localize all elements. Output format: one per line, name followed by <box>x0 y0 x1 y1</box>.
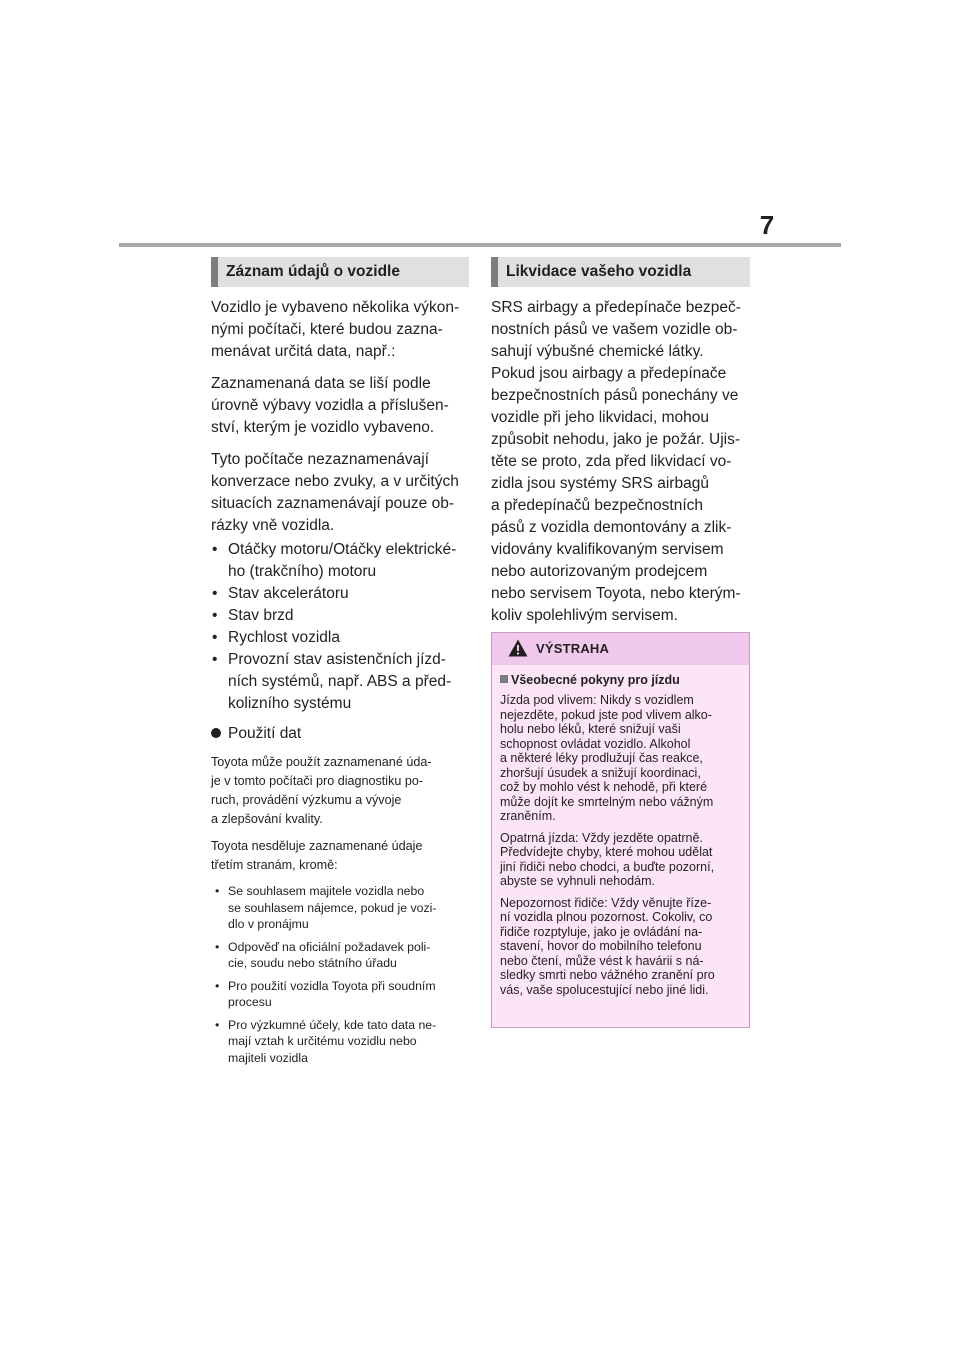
line: rázky vně vozidla. <box>211 517 335 534</box>
page-number: 7 <box>759 210 775 240</box>
line: úrovně výbavy vozidla a příslušen- <box>211 397 449 414</box>
list-item: • Stav brzd <box>212 607 294 624</box>
list-item: • Odpověď na oficiální požadavek poli- cie, soudu nebo státního úřadu <box>215 939 431 970</box>
warning-body <box>492 665 749 1027</box>
list-item: • Pro výzkumné účely, kde tato data ne- mají vztah k určitému vozidlu nebo majiteli vozidla <box>215 1017 437 1065</box>
warning-title: Všeobecné pokyny pro jízdu <box>500 669 743 691</box>
no-recording-paragraph <box>211 449 469 537</box>
list-item: • Se souhlasem majitele vozidla nebo se souhlasem nájemce, pokud je vozi- dlo v pronájmu <box>215 884 437 931</box>
line: Zaznamenaná data se liší podle <box>211 375 431 392</box>
line: Tyto počítače nezaznamenávají <box>211 451 429 468</box>
square-bullet-icon <box>500 675 508 683</box>
line: situacích zaznamenávají pouze ob- <box>211 495 454 512</box>
line: konverzace nebo zvuky, a v určitých <box>211 473 459 490</box>
warning-triangle-icon <box>508 639 528 657</box>
warning-header <box>492 633 749 665</box>
recorded-data-list <box>211 539 469 715</box>
data-level-paragraph <box>211 373 469 439</box>
line: Vozidlo je vybaveno několika výkon- <box>211 299 460 316</box>
header-rule <box>119 243 841 247</box>
warning-paragraph-distraction: Nepozornost řidiče: Vždy věnujte říze- ní vozidla plnou pozornost. Cokoliv, co řidiče rozptyluje, jako je ovládání na- stavení, hovor do mobilního telefonu nebo čtení, může vést k havárii s ná- sledky smrti nebo vážného zranění pro vás, vaše spolucestující nebo jiné lidi. <box>500 895 715 997</box>
warning-label: VÝSTRAHA <box>536 641 610 656</box>
warning-paragraph-careful: Opatrná jízda: Vždy jezděte opatrně. Předvídejte chyby, které mohou udělat jiní řidiči nebo chodci, a buďte pozorní, abyste se vyhnuli nehodám. <box>500 830 715 888</box>
warning-paragraph-influence: Jízda pod vlivem: Nikdy s vozidlem nejezděte, pokud jste pod vlivem alko- holu nebo léků, které snižují vaši schopnost ovládat vozidlo. Alkohol a některé léky prodlužují čas reakce, zhoršují úsudek a snižují koordinaci, což by mohlo vést k nehodě, při které může dojít ke smrtelným nebo vážným zraněním. <box>500 693 714 823</box>
list-item: • Provozní stav asistenčních jízd- ních systémů, např. ABS a před- kolizního systému <box>212 651 452 712</box>
intro-paragraph <box>211 297 469 363</box>
warning-box <box>491 632 750 1028</box>
disposal-paragraph: SRS airbagy a předepínače bezpeč- nostních pásů ve vašem vozidle ob- sahují výbušné chemické látky. Pokud jsou airbagy a předepínače bezpečnostních pásů ponechány ve vozidle při jeho likvidaci, mohou způsobit nehodu, jako je požár. Ujis- těte se proto, zda před likvidací vo- zidla jsou systémy SRS airbagů a předepínačů bezpečnostních pásů z vozidla demontovány a zlik- vidovány kvalifikovaným servisem nebo autorizovaným prodejcem nebo servisem Toyota, nebo kterým- koliv spolehlivým servisem. <box>491 299 741 624</box>
line: menávat určitá data, např.: <box>211 343 396 360</box>
list-item: • Otáčky motoru/Otáčky elektrické- ho (trakčního) motoru <box>212 541 457 580</box>
data-usage-subheading: Použití dat <box>211 723 469 745</box>
disclosure-exceptions-list <box>211 883 469 1066</box>
section-heading-vehicle-disposal: Likvidace vašeho vozidla <box>491 257 750 287</box>
line: ství, kterým je vozidlo vybaveno. <box>211 419 435 436</box>
data-disclosure-paragraph: Toyota nesděluje zaznamenané údaje třetím stranám, kromě: <box>211 839 423 872</box>
left-column <box>211 257 469 1072</box>
line: nými počítači, které budou zazna- <box>211 321 443 338</box>
bullet-disc-icon <box>211 723 221 745</box>
data-usage-paragraph: Toyota může použít zaznamenané úda- je v tomto počítači pro diagnostiku po- ruch, provádění výzkumu a vývoje a zlepšování kvality. <box>211 755 432 826</box>
list-item: • Stav akcelerátoru <box>212 585 349 602</box>
section-heading-vehicle-data: Záznam údajů o vozidle <box>211 257 469 287</box>
list-item: • Pro použití vozidla Toyota při soudním procesu <box>215 978 436 1009</box>
right-column <box>491 257 750 637</box>
list-item: • Rychlost vozidla <box>212 629 340 646</box>
